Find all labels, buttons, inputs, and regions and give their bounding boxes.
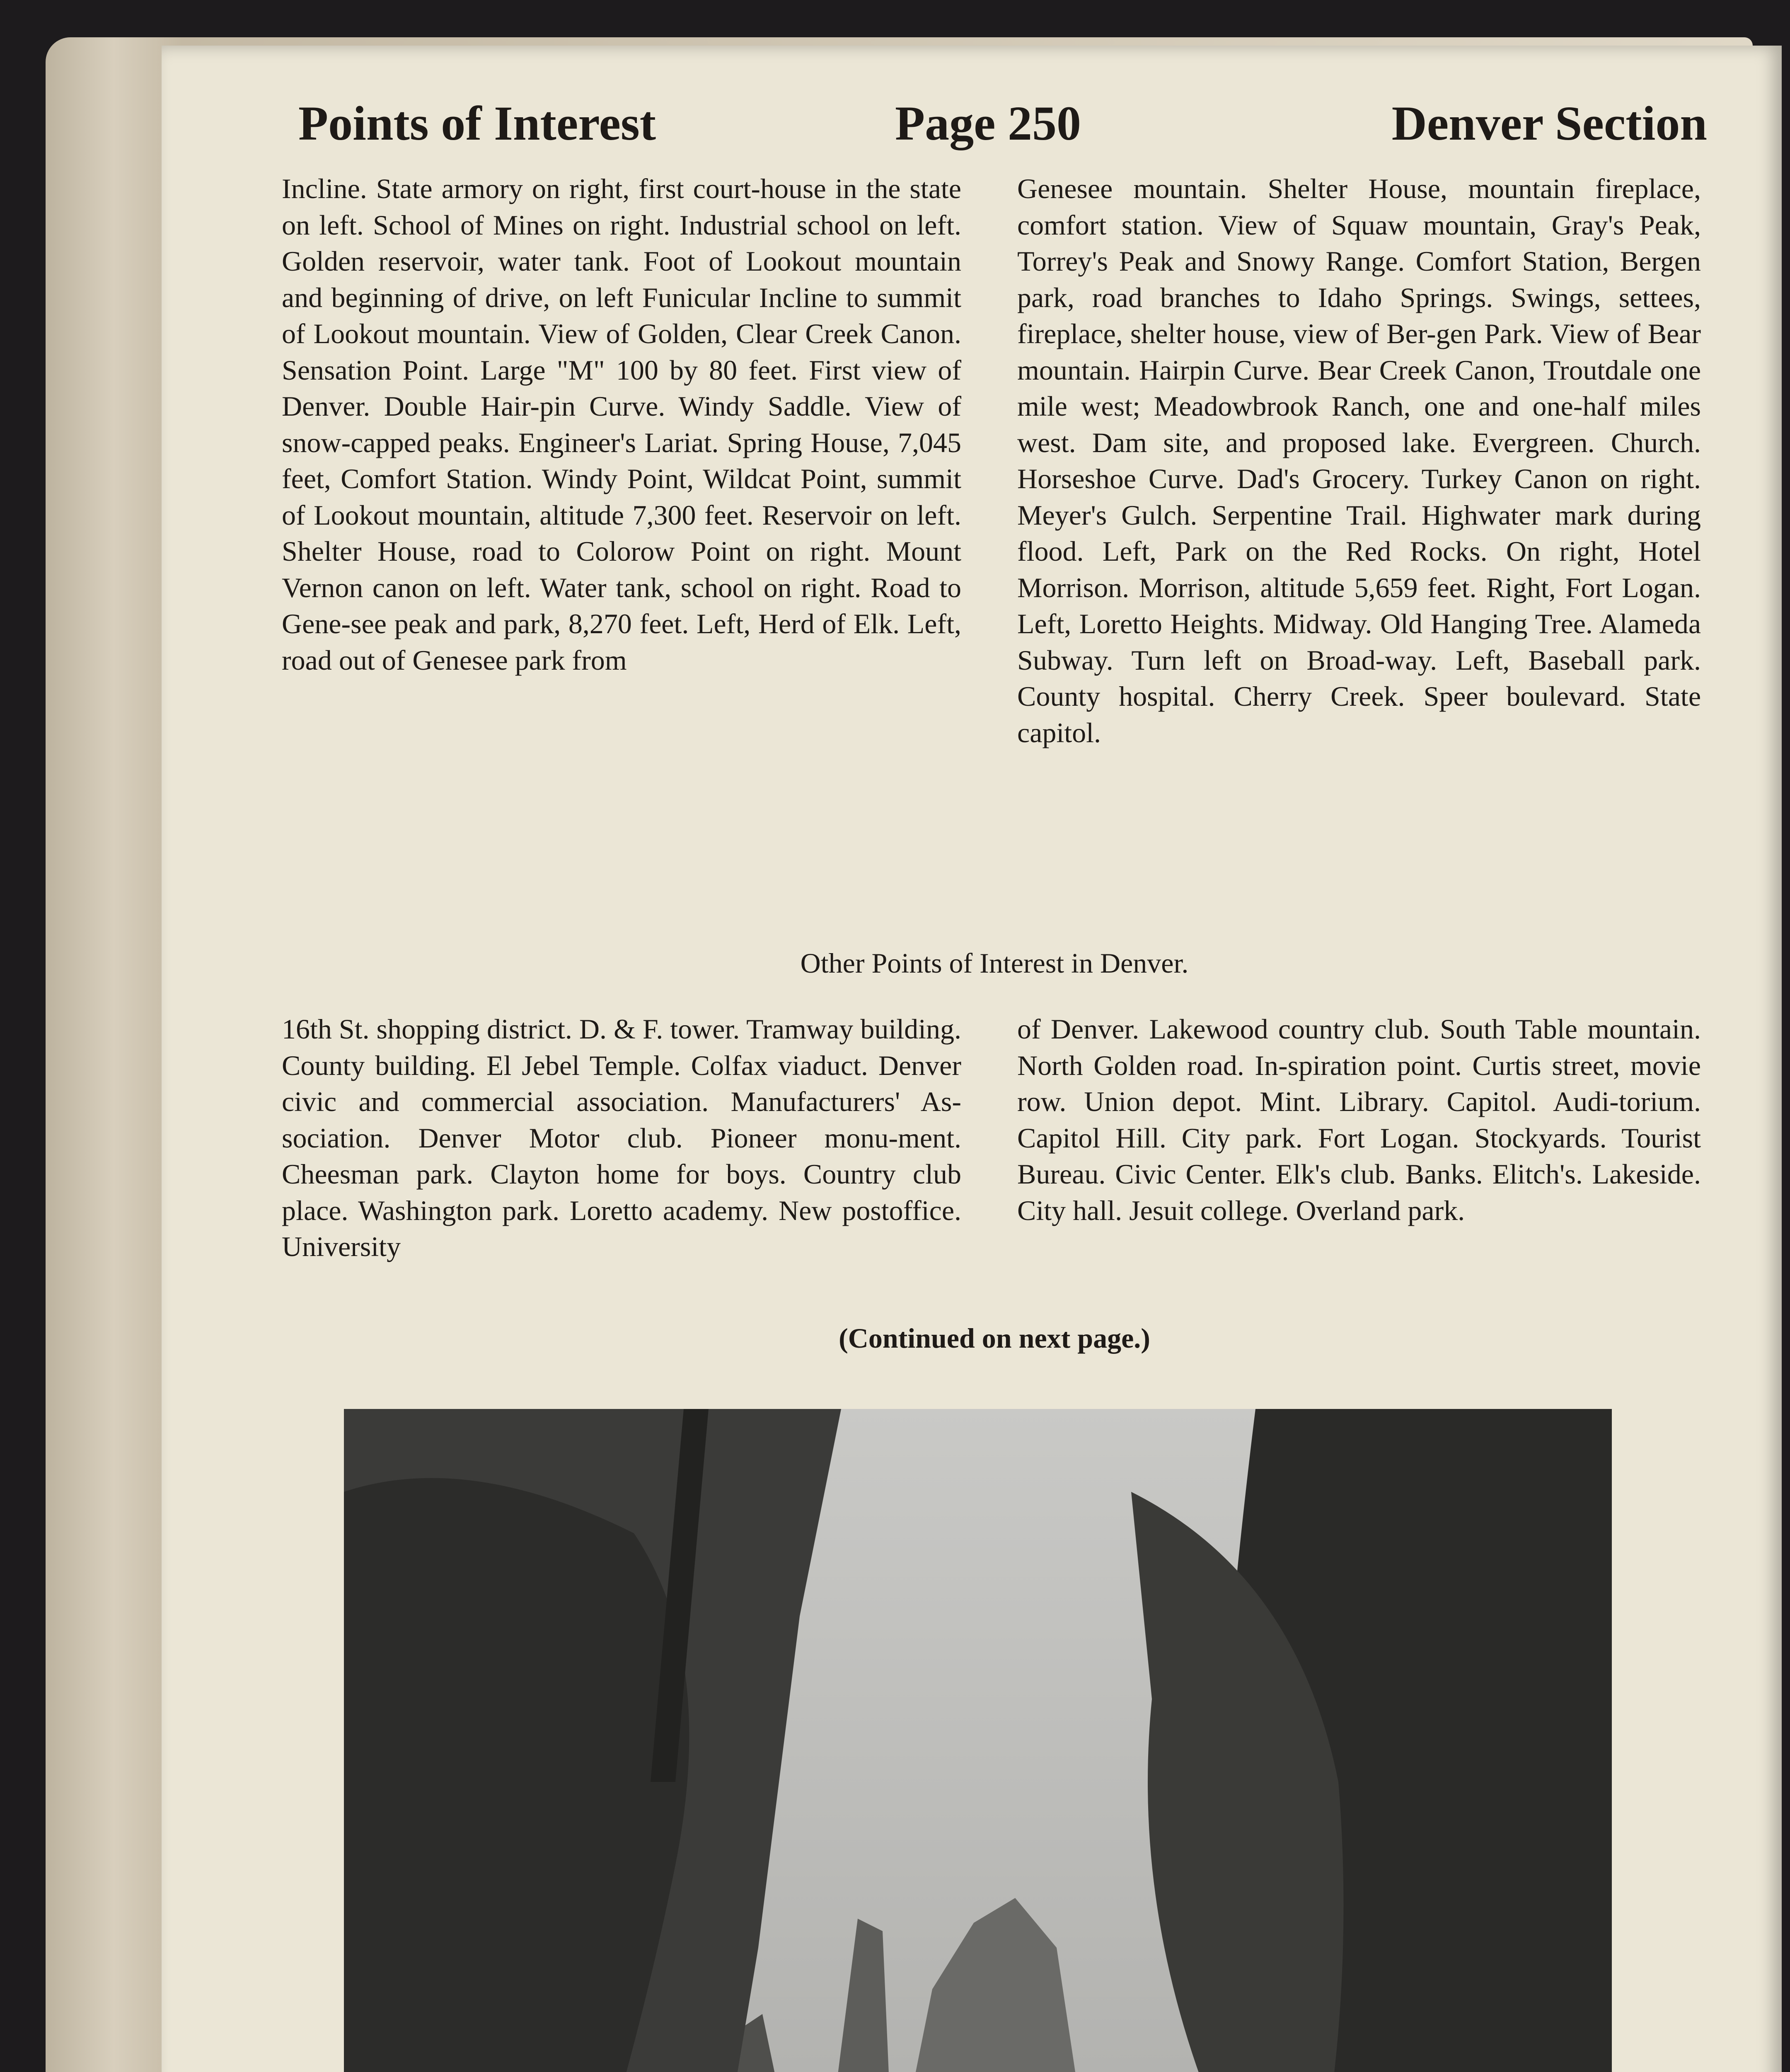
bottom-left-paragraph: 16th St. shopping district. D. & F. tower. Tramway building. County building. El Jebel Temple. Colfax viaduct. Denver civic and commercial association. Manufacturers' As-sociation. Denver Motor club. Pioneer monu-ment. Cheesman park. Clayton home for boys. Country club place. Washington park. Loretto academy. New postoffice. University — [282, 1013, 961, 1262]
header-section-name: Denver Section — [1391, 96, 1707, 150]
continued-note: (Continued on next page.) — [839, 1322, 1150, 1354]
top-left-paragraph: Incline. State armory on right, first court-house in the state on left. School of Mines on right. Industrial school on left. Golden reservoir, water tank. Foot of Lookout mountain and beginning of drive, on left Funicular Incline to summit of Lookout mountain. View of Golden, Clear Creek Canon. Sensation Point. Large "M" 100 by 80 feet. First view of Denver. Double Hair-pin Curve. Windy Saddle. View of snow-capped peaks. Engineer's Lariat. Spring House, 7,045 feet, Comfort Station. Windy Point, Wildcat Point, summit of Lookout mountain, altitude 7,300 feet. Reservoir on left. Shelter House, road to Colorow Point on right. Mount Vernon canon on left. Water tank, school on right. Road to Gene-see peak and park, 8,270 feet. Left, Herd of Elk. Left, road out of Genesee park from — [282, 173, 961, 676]
page-header — [298, 95, 1707, 153]
bottom-right-paragraph: of Denver. Lakewood country club. South Table mountain. North Golden road. In-spiration point. Curtis street, movie row. Union depot. Mint. Library. Capitol. Audi-torium. Capitol Hill. City park. Fort Logan. Stockyards. Tourist Bureau. Civic Center. Elk's club. Banks. Elitch's. Lakeside. City hall. Jesuit college. Overland park. — [1017, 1013, 1701, 1226]
top-left-column — [282, 171, 961, 678]
top-right-column — [1017, 171, 1701, 751]
header-section-title: Points of Interest — [298, 96, 656, 150]
top-right-paragraph: Genesee mountain. Shelter House, mountain fireplace, comfort station. View of Squaw mountain, Gray's Peak, Torrey's Peak and Snowy Range. Comfort Station, Bergen park, road branches to Idaho Springs. Swings, settees, fireplace, shelter house, view of Ber-gen Park. View of Bear mountain. Hairpin Curve. Bear Creek Canon, Troutdale one mile west; Meadowbrook Ranch, one and one-half miles west. Dam site, and proposed lake. Evergreen. Church. Horseshoe Curve. Dad's Grocery. Turkey Canon on right. Meyer's Gulch. Serpentine Trail. Highwater mark during flood. Left, Park on the Red Rocks. On right, Hotel Morrison. Morrison, altitude 5,659 feet. Right, Fort Logan. Left, Loretto Heights. Midway. Old Hanging Tree. Alameda Subway. Turn left on Broad-way. Left, Baseball park. County hospital. Cherry Creek. Speer boulevard. State capitol. — [1017, 173, 1701, 748]
header-page-number: Page 250 — [895, 96, 1081, 150]
bottom-right-column — [1017, 1011, 1701, 1229]
bottom-left-column — [282, 1011, 961, 1265]
glen-eyrie-photograph — [344, 1409, 1612, 2072]
section-subheading: Other Points of Interest in Denver. — [800, 947, 1189, 979]
photo-illustration — [344, 1409, 1612, 2072]
